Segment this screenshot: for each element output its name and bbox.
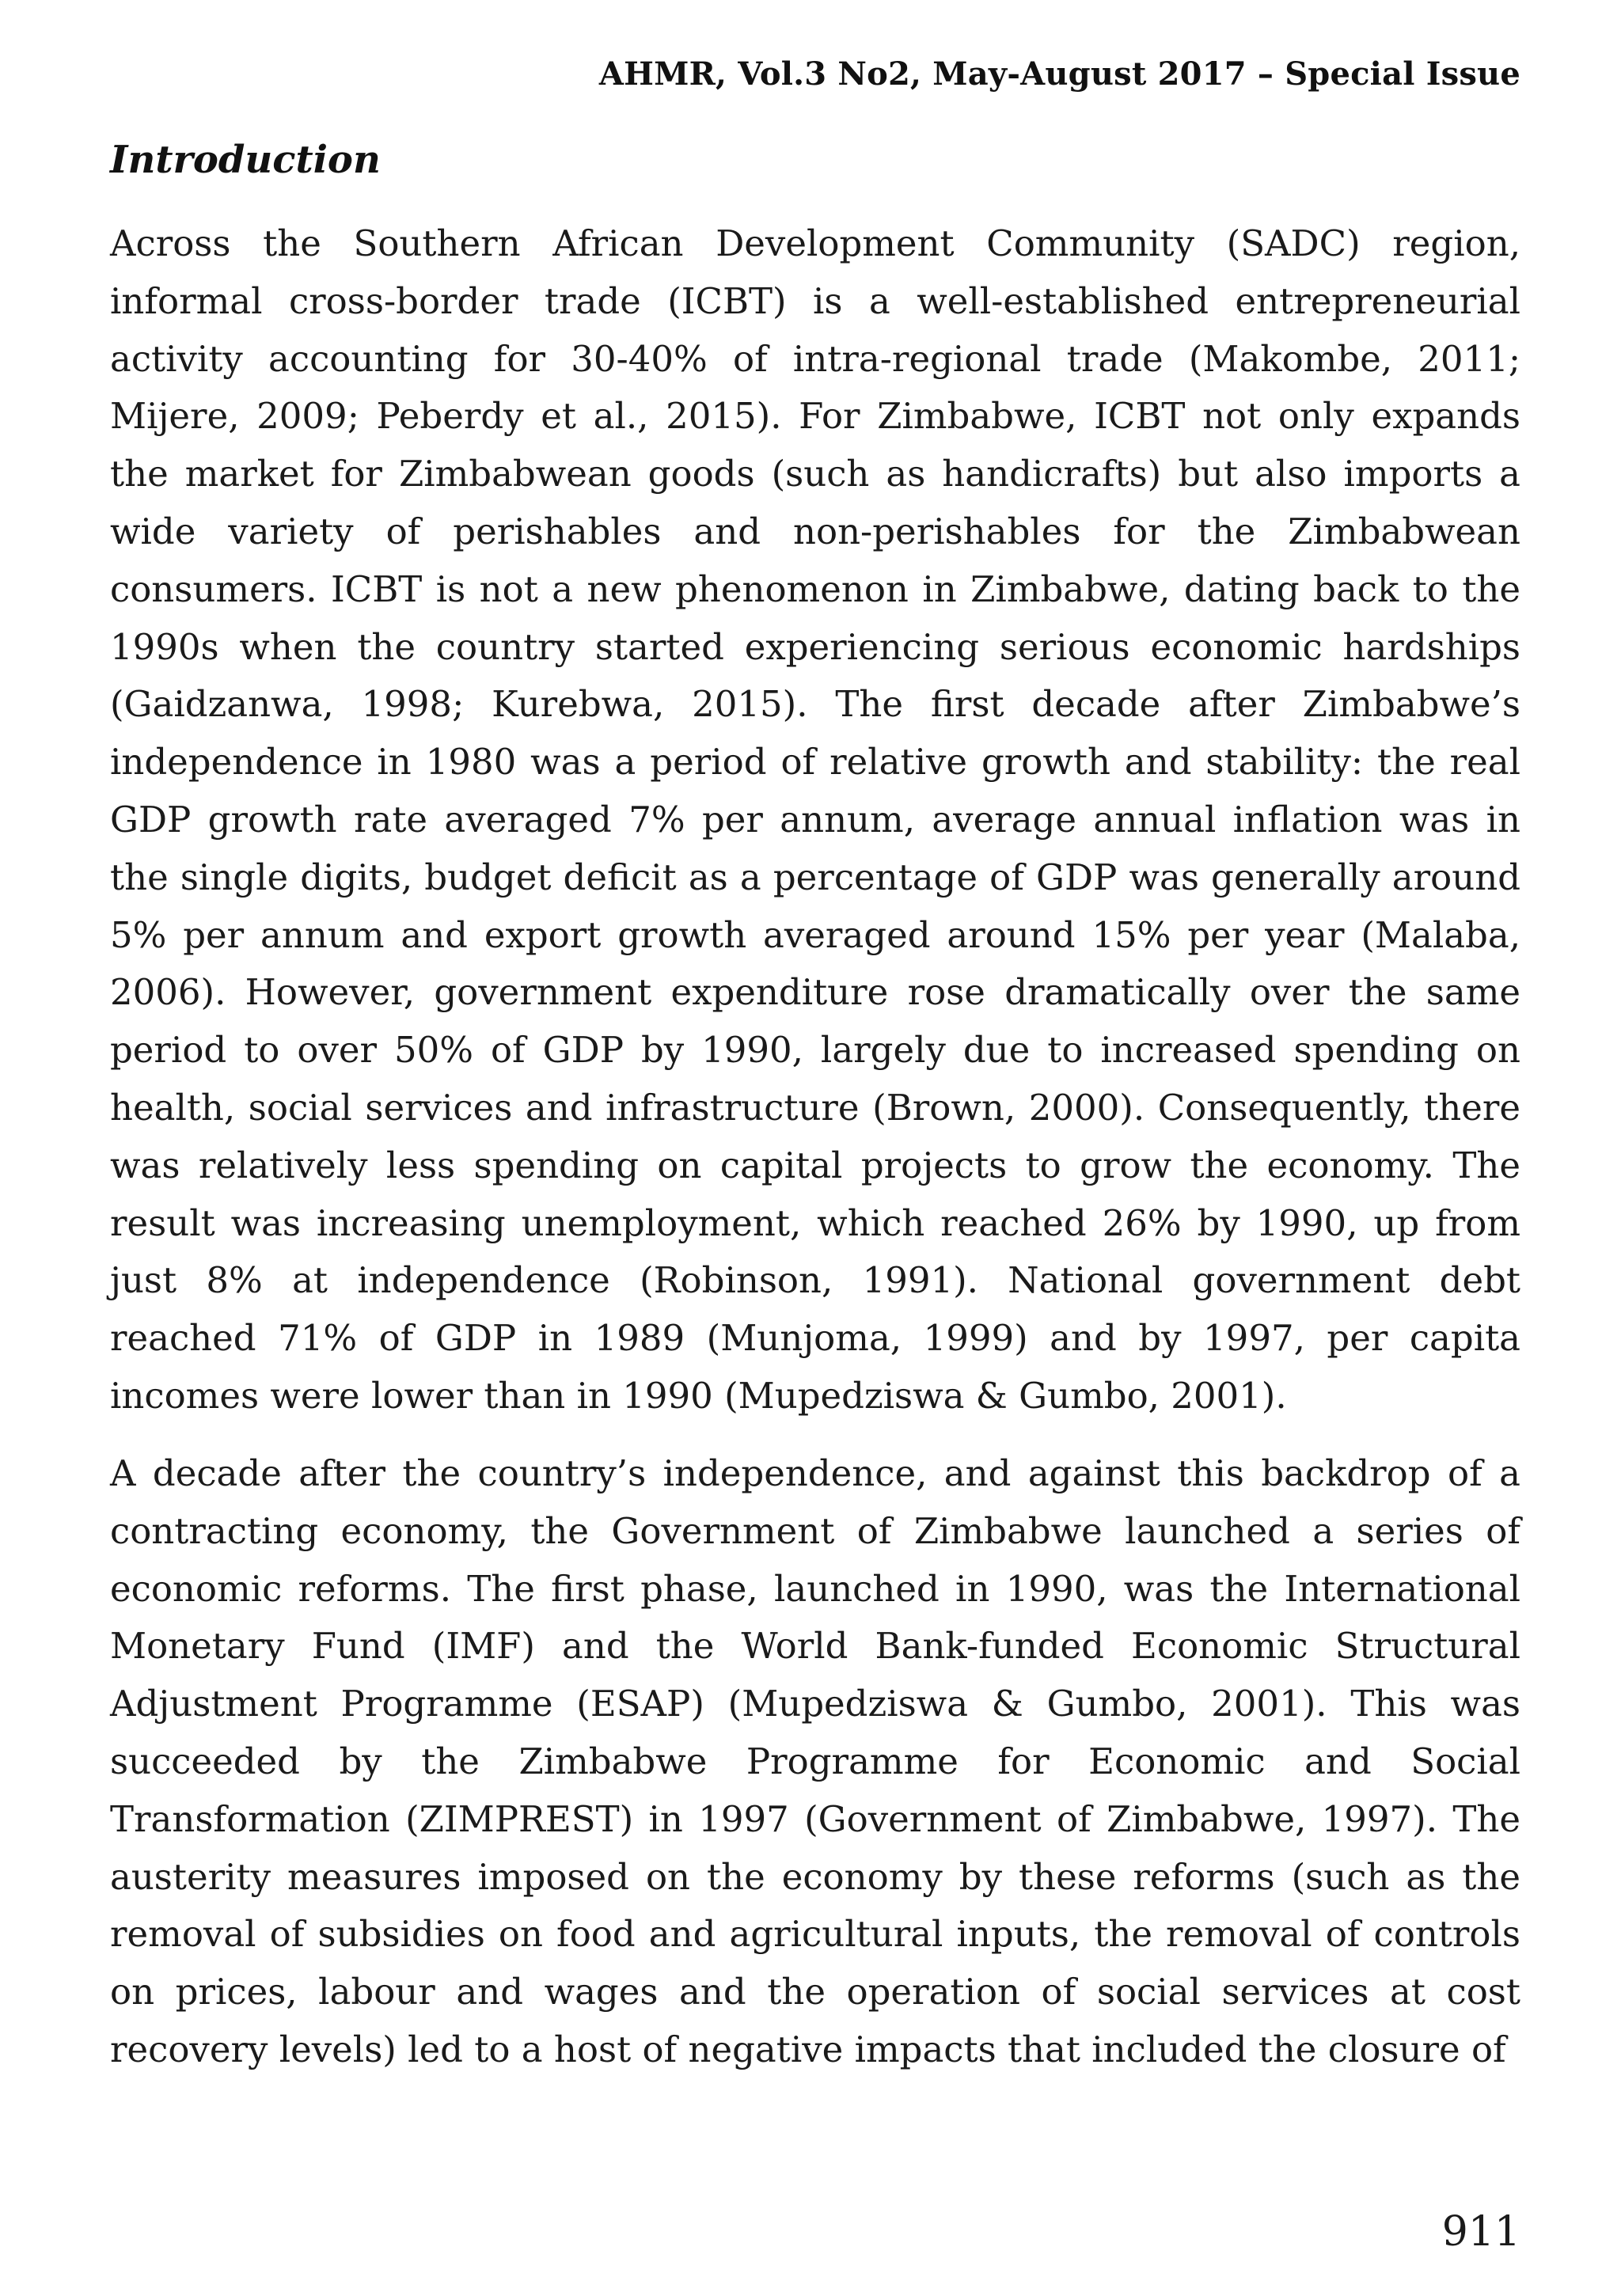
body-paragraph: Across the Southern African Development Community (SADC) region, informal cross-border trade (ICBT) is a well-established entrepreneurial activity accounting for 30-40% of intra-regional trade (Makombe, 2011; Mijere, 2009; Peberdy et al., 2015). For Zimbabwe, ICBT not only expands the market for Zimbabwean goods (such as handicrafts) but also imports a wide variety of perishables and non-perishables for the Zimbabwean consumers. ICBT is not a new phenomenon in Zimbabwe, dating back to the 1990s when the country started experiencing serious economic hardships (Gaidzanwa, 1998; Kurebwa, 2015). The first decade after Zimbabwe’s independence in 1980 was a period of relative growth and stability: the real GDP growth rate averaged 7% per annum, average annual inflation was in the single digits, budget deficit as a percentage of GDP was generally around 5% per annum and export growth averaged around 15% per year (Malaba, 2006). However, government expenditure rose dramatically over the same period to over 50% of GDP by 1990, largely due to increased spending on health, social services and infrastructure (Brown, 2000). Consequently, there was relatively less spending on capital projects to grow the economy. The result was increasing unemployment, which reached 26% by 1990, up from just 8% at independence (Robinson, 1991). National government debt reached 71% of GDP in 1989 (Munjoma, 1999) and by 1997, per capita incomes were lower than in 1990 (Mupedziswa & Gumbo, 2001). (110, 222, 1520, 1417)
section-heading: Introduction (110, 138, 381, 182)
page-number: 911 (1441, 2208, 1520, 2256)
body-paragraph: A decade after the country’s independence, and against this backdrop of a contracting economy, the Government of Zimbabwe launched a series of economic reforms. The first phase, launched in 1990, was the International Monetary Fund (IMF) and the World Bank-funded Economic Structural Adjustment Programme (ESAP) (Mupedziswa & Gumbo, 2001). This was succeeded by the Zimbabwe Programme for Economic and Social Transformation (ZIMPREST) in 1997 (Government of Zimbabwe, 1997). The austerity measures imposed on the economy by these reforms (such as the removal of subsidies on food and agricultural inputs, the removal of controls on prices, labour and wages and the operation of social services at cost recovery levels) led to a host of negative impacts that included the closure of (110, 1452, 1520, 2070)
running-header: AHMR, Vol.3 No2, May-August 2017 – Special Issue (598, 55, 1520, 93)
